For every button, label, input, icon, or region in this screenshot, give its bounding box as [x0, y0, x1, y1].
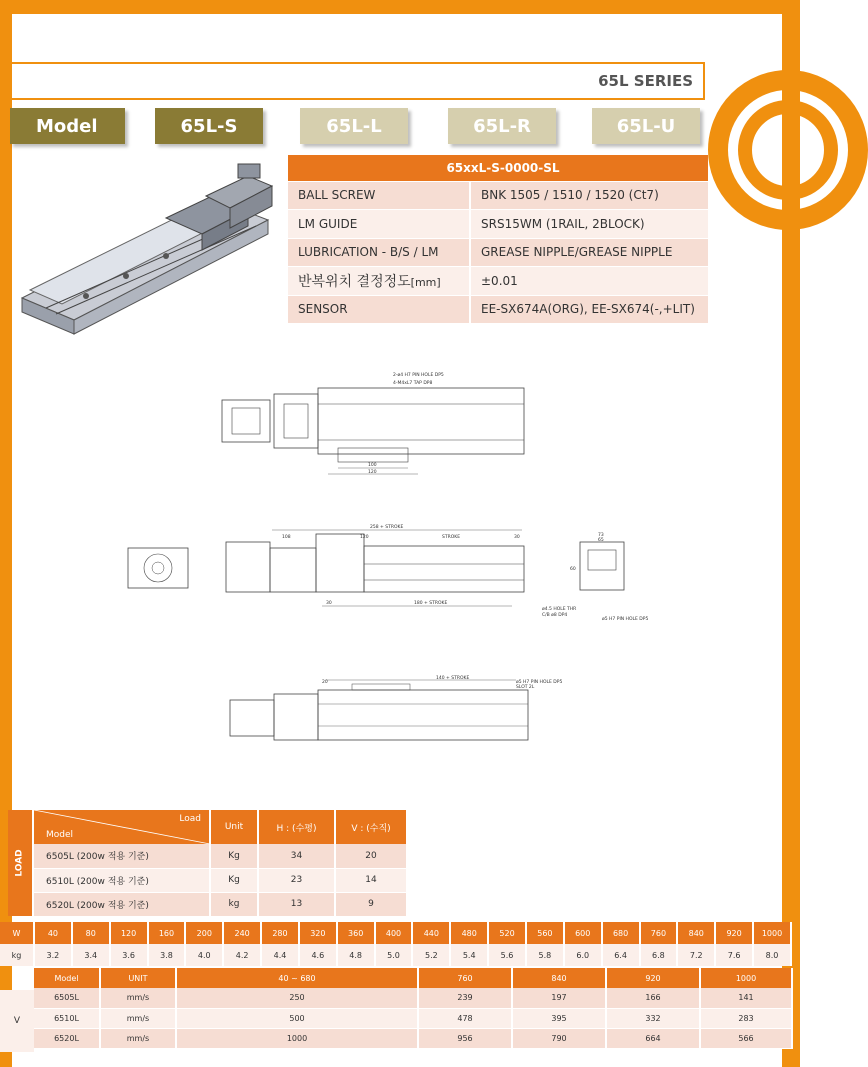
spec-header: 65xxL-S-0000-SL [288, 155, 708, 181]
table-row [34, 1008, 792, 1028]
spec-value: SRS15WM (1RAIL, 2BLOCK) [470, 210, 708, 239]
velocity-value: 250 [176, 988, 418, 1008]
weight-stroke-cell: 160 [148, 922, 186, 944]
velocity-value: 1000 [176, 1028, 418, 1048]
spec-row [288, 295, 708, 324]
load-unit-header: Unit [210, 810, 258, 844]
load-unit: Kg [210, 844, 258, 868]
bottom-view-drawing [226, 674, 563, 748]
weight-kg-cell: 5.2 [412, 944, 450, 966]
bottom-drawing-label: SLOT 2L [516, 685, 535, 690]
velocity-model: 6505L [34, 988, 100, 1008]
tab-65l-l[interactable]: 65L-L [300, 108, 408, 144]
load-v: 9 [335, 892, 407, 916]
top-view-drawing [218, 368, 528, 478]
side-drawing-label: 258 + STROKE [370, 525, 404, 530]
velocity-unit: mm/s [100, 1028, 176, 1048]
weight-stroke-cell: 520 [488, 922, 526, 944]
weight-stroke-cell: 600 [564, 922, 602, 944]
table-row [34, 988, 792, 1008]
weight-kg-cell: 4.0 [185, 944, 223, 966]
tab-65l-u[interactable]: 65L-U [592, 108, 700, 144]
weight-kg-row [0, 944, 791, 966]
spec-table [288, 155, 708, 324]
frame-top-bar [0, 0, 800, 14]
velocity-col-header: 1000 [700, 968, 792, 988]
weight-kg-cell: 4.4 [261, 944, 299, 966]
weight-kg-cell: 3.6 [110, 944, 148, 966]
velocity-value: 478 [418, 1008, 512, 1028]
spec-key: LUBRICATION - B/S / LM [288, 238, 470, 267]
weight-table [0, 922, 792, 966]
velocity-value: 790 [512, 1028, 606, 1048]
weight-kg-cell: 4.8 [337, 944, 375, 966]
velocity-side-label: V [0, 990, 34, 1052]
velocity-value: 332 [606, 1008, 700, 1028]
load-v: 14 [335, 868, 407, 892]
velocity-value: 166 [606, 988, 700, 1008]
product-image [16, 158, 278, 340]
weight-stroke-cell: 280 [261, 922, 299, 944]
side-drawing-label: ø4.5 HOLE THR [542, 607, 577, 612]
velocity-value: 956 [418, 1028, 512, 1048]
velocity-col-header: 920 [606, 968, 700, 988]
weight-kg-cell: 3.4 [72, 944, 110, 966]
weight-kg-cell: 7.6 [715, 944, 753, 966]
side-drawing-label: STROKE [442, 535, 461, 540]
top-drawing-label: 4-M4xL7 TAP DP8 [393, 381, 433, 386]
weight-stroke-cell: 760 [640, 922, 678, 944]
velocity-value: 395 [512, 1008, 606, 1028]
weight-stroke-cell: 1000 [753, 922, 791, 944]
load-h: 34 [258, 844, 335, 868]
tab-65l-r[interactable]: 65L-R [448, 108, 556, 144]
table-row [34, 892, 407, 916]
load-model: 6505L (200w 적용 기준) [34, 844, 210, 868]
load-h: 13 [258, 892, 335, 916]
spec-row [288, 210, 708, 239]
velocity-unit: mm/s [100, 988, 176, 1008]
velocity-value: 197 [512, 988, 606, 1008]
weight-stroke-cell: 360 [337, 922, 375, 944]
series-title: 65L SERIES [598, 72, 693, 90]
top-drawing-label: 120 [368, 470, 377, 475]
weight-stroke-cell: 480 [450, 922, 488, 944]
load-model: 6510L (200w 적용 기준) [34, 868, 210, 892]
spec-row [288, 181, 708, 210]
weight-stroke-row [0, 922, 791, 944]
weight-kg-cell: 3.2 [34, 944, 72, 966]
weight-stroke-cell: 400 [375, 922, 413, 944]
spec-value: GREASE NIPPLE/GREASE NIPPLE [470, 238, 708, 267]
weight-stroke-cell: 120 [110, 922, 148, 944]
weight-stroke-cell: 680 [602, 922, 640, 944]
velocity-value: 239 [418, 988, 512, 1008]
load-table [34, 810, 408, 917]
spec-row [288, 238, 708, 267]
table-row [34, 1028, 792, 1048]
weight-kg-cell: 5.6 [488, 944, 526, 966]
velocity-value: 141 [700, 988, 792, 1008]
weight-kg-cell: 5.8 [526, 944, 564, 966]
spec-key-repeatability [288, 267, 470, 296]
side-drawing-label: ø5 H7 PIN HOLE DP5 [602, 617, 649, 622]
weight-w-label: W [0, 922, 34, 944]
side-drawing-label: 60 [570, 567, 576, 572]
spec-key-main: 반복위치 결정정도 [298, 273, 411, 290]
tab-65l-s[interactable]: 65L-S [155, 108, 263, 144]
weight-kg-cell: 7.2 [677, 944, 715, 966]
side-drawing-label: 65 [598, 538, 604, 543]
velocity-value: 566 [700, 1028, 792, 1048]
spec-key: BALL SCREW [288, 181, 470, 210]
velocity-table [34, 968, 793, 1049]
bottom-drawing-label: 140 + STROKE [436, 676, 470, 681]
velocity-value: 500 [176, 1008, 418, 1028]
velocity-col-header: 40 ~ 680 [176, 968, 418, 988]
weight-stroke-cell: 80 [72, 922, 110, 944]
velocity-col-header: 840 [512, 968, 606, 988]
weight-stroke-cell: 440 [412, 922, 450, 944]
load-header-model: Model [46, 830, 74, 840]
velocity-col-header: 760 [418, 968, 512, 988]
load-header-load: Load [179, 814, 201, 824]
series-banner [10, 62, 705, 100]
weight-stroke-cell: 200 [185, 922, 223, 944]
weight-kg-cell: 5.4 [450, 944, 488, 966]
spec-value: ±0.01 [470, 267, 708, 296]
weight-kg-cell: 8.0 [753, 944, 791, 966]
weight-stroke-cell: 40 [34, 922, 72, 944]
weight-stroke-cell: 920 [715, 922, 753, 944]
load-unit: Kg [210, 868, 258, 892]
table-row [34, 868, 407, 892]
weight-stroke-cell: 560 [526, 922, 564, 944]
weight-kg-cell: 6.4 [602, 944, 640, 966]
weight-kg-cell: 5.0 [375, 944, 413, 966]
velocity-unit: mm/s [100, 1008, 176, 1028]
velocity-value: 283 [700, 1008, 792, 1028]
load-unit: kg [210, 892, 258, 916]
velocity-model: 6520L [34, 1028, 100, 1048]
load-h: 23 [258, 868, 335, 892]
spec-key-unit: [mm] [410, 275, 441, 289]
weight-stroke-cell: 320 [299, 922, 337, 944]
model-label-tab: Model [10, 108, 125, 144]
side-drawing-label: 180 + STROKE [414, 601, 448, 606]
weight-kg-cell: 4.2 [223, 944, 261, 966]
spec-value: BNK 1505 / 1510 / 1520 (Ct7) [470, 181, 708, 210]
velocity-unit-header: UNIT [100, 968, 176, 988]
spec-value: EE-SX674A(ORG), EE-SX674(-,+LIT) [470, 295, 708, 324]
load-v-header: V : (수직) [335, 810, 407, 844]
weight-kg-cell: 3.8 [148, 944, 186, 966]
spec-key: LM GUIDE [288, 210, 470, 239]
bottom-drawing-label: 20 [322, 680, 328, 685]
weight-kg-cell: 6.0 [564, 944, 602, 966]
side-drawing-label: 73 [598, 533, 604, 538]
weight-kg-label: kg [0, 944, 34, 966]
load-side-label [8, 810, 32, 916]
load-v: 20 [335, 844, 407, 868]
spec-row [288, 267, 708, 296]
velocity-model: 6510L [34, 1008, 100, 1028]
weight-kg-cell: 6.8 [640, 944, 678, 966]
velocity-model-header: Model [34, 968, 100, 988]
weight-stroke-cell: 240 [223, 922, 261, 944]
table-row [34, 844, 407, 868]
bottom-drawing-label: ø5 H7 PIN HOLE DP5 [516, 680, 563, 685]
load-model: 6520L (200w 적용 기준) [34, 892, 210, 916]
top-drawing-label: 100 [368, 463, 377, 468]
spec-key: SENSOR [288, 295, 470, 324]
weight-kg-cell: 4.6 [299, 944, 337, 966]
side-drawing-label: 30 [514, 535, 520, 540]
side-view-drawing [122, 524, 649, 624]
weight-stroke-cell: 840 [677, 922, 715, 944]
frame-right-bar [782, 0, 800, 1067]
load-model-header [34, 810, 210, 844]
velocity-value: 664 [606, 1028, 700, 1048]
top-drawing-label: 2-ø4 H7 PIN HOLE DP5 [393, 373, 444, 378]
side-drawing-label: 108 [282, 535, 291, 540]
load-h-header: H : (수평) [258, 810, 335, 844]
velocity-header-row [34, 968, 792, 988]
side-drawing-label: C/B ø8 DP4 [542, 613, 568, 618]
side-drawing-label: 30 [326, 601, 332, 606]
side-drawing-label: 120 [360, 535, 369, 540]
load-side-text: LOAD [15, 849, 26, 877]
